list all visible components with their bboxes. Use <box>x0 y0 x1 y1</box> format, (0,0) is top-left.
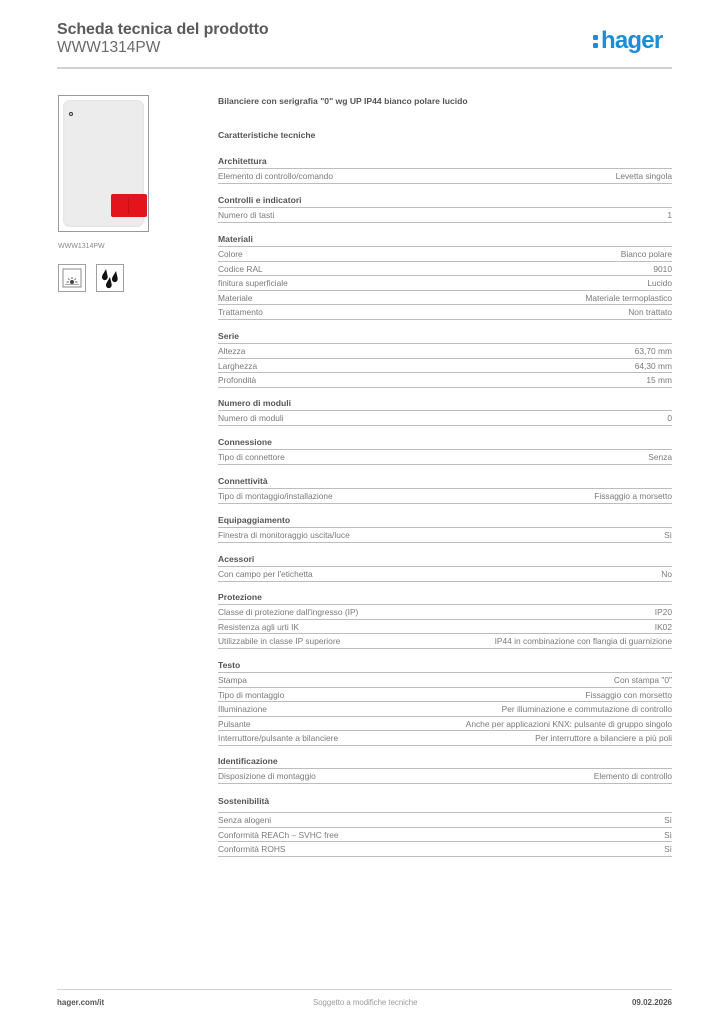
image-caption: WWW1314PW <box>58 243 105 250</box>
spec-row: Conformità ROHS Sì <box>218 842 672 857</box>
spec-row: Colore Bianco polare <box>218 247 672 262</box>
spec-section-testo <box>218 659 672 746</box>
spec-section-connessione <box>218 436 672 465</box>
spec-row: Classe di protezione dall'ingresso (IP) IP20 <box>218 605 672 620</box>
section-heading: Numero di moduli <box>218 397 672 411</box>
spec-row: Profondità 15 mm <box>218 373 672 388</box>
spec-section-materiali <box>218 233 672 320</box>
product-code: WWW1314PW <box>57 39 161 56</box>
section-heading: Serie <box>218 330 672 344</box>
spec-row: Senza alogeni Sì <box>218 813 672 828</box>
spec-row: Interruttore/pulsante a bilanciere Per interruttore a bilanciere a più poli <box>218 731 672 746</box>
spec-row: Con campo per l'etichetta No <box>218 567 672 582</box>
spec-row: Tipo di montaggio/installazione Fissaggio a morsetto <box>218 489 672 504</box>
spec-row: Stampa Con stampa "0" <box>218 673 672 688</box>
footer-website-link[interactable]: hager.com/it <box>57 998 105 1007</box>
spec-row: Tipo di montaggio Fissaggio con morsetto <box>218 688 672 703</box>
section-heading: Protezione <box>218 591 672 605</box>
spec-section-acessori <box>218 553 672 582</box>
spec-row: Altezza 63,70 mm <box>218 344 672 359</box>
section-heading: Controlli e indicatori <box>218 194 672 208</box>
spec-row: Larghezza 64,30 mm <box>218 359 672 374</box>
spec-section-controlli <box>218 194 672 223</box>
technical-characteristics-title: Caratteristiche tecniche <box>218 130 316 140</box>
spec-section-equipaggiamento <box>218 514 672 543</box>
section-heading: Acessori <box>218 553 672 567</box>
spec-row: Tipo di connettore Senza <box>218 450 672 465</box>
page-title: Scheda tecnica del prodotto <box>57 21 269 38</box>
spec-row: Pulsante Anche per applicazioni KNX: pulsante di gruppo singolo <box>218 717 672 732</box>
footer-date: 09.02.2026 <box>631 998 672 1007</box>
section-heading: Materiali <box>218 233 672 247</box>
footer-divider <box>57 989 672 990</box>
hager-logo: hager <box>593 27 662 55</box>
spec-section-identificazione <box>218 755 672 784</box>
header-divider <box>57 67 672 69</box>
spec-section-architettura <box>218 155 672 184</box>
spec-row: Utilizzabile in classe IP superiore IP44 in combinazione con flangia di guarnizione <box>218 634 672 649</box>
spec-row: Trattamento Non trattato <box>218 305 672 320</box>
spec-row: Finestra di monitoraggio uscita/luce Sì <box>218 528 672 543</box>
red-indicator-window <box>111 194 147 217</box>
illumination-icon <box>58 264 86 292</box>
spec-section-protezione <box>218 591 672 649</box>
spec-section-connettivita <box>218 475 672 504</box>
section-heading: Testo <box>218 659 672 673</box>
section-heading: Identificazione <box>218 755 672 769</box>
spec-section-moduli <box>218 397 672 426</box>
spec-section-sostenibilita <box>218 795 672 857</box>
spec-row: Resistenza agli urti IK IK02 <box>218 620 672 635</box>
section-heading: Architettura <box>218 155 672 169</box>
spec-row: Disposizione di montaggio Elemento di controllo <box>218 769 672 784</box>
section-heading: Connessione <box>218 436 672 450</box>
section-heading: Equipaggiamento <box>218 514 672 528</box>
section-heading: Connettività <box>218 475 672 489</box>
spec-section-serie <box>218 330 672 388</box>
section-heading: Sostenibilità <box>218 795 672 813</box>
water-drops-icon <box>96 264 124 292</box>
logo-colon-icon <box>593 31 599 49</box>
spec-row: Numero di tasti 1 <box>218 208 672 223</box>
spec-row: Codice RAL 9010 <box>218 262 672 277</box>
spec-row: finitura superficiale Lucido <box>218 276 672 291</box>
indicator-dot <box>69 112 73 116</box>
spec-row: Materiale Materiale termoplastico <box>218 291 672 306</box>
spec-row: Elemento di controllo/comando Levetta singola <box>218 169 672 184</box>
footer-note: Soggetto a modifiche tecniche <box>313 998 418 1007</box>
spec-row: Numero di moduli 0 <box>218 411 672 426</box>
product-description: Bilanciere con serigrafia "0" wg UP IP44 bianco polare lucido <box>218 96 468 106</box>
spec-row: Illuminazione Per illuminazione e commutazione di controllo <box>218 702 672 717</box>
spec-row: Conformità REACh – SVHC free Sì <box>218 828 672 843</box>
